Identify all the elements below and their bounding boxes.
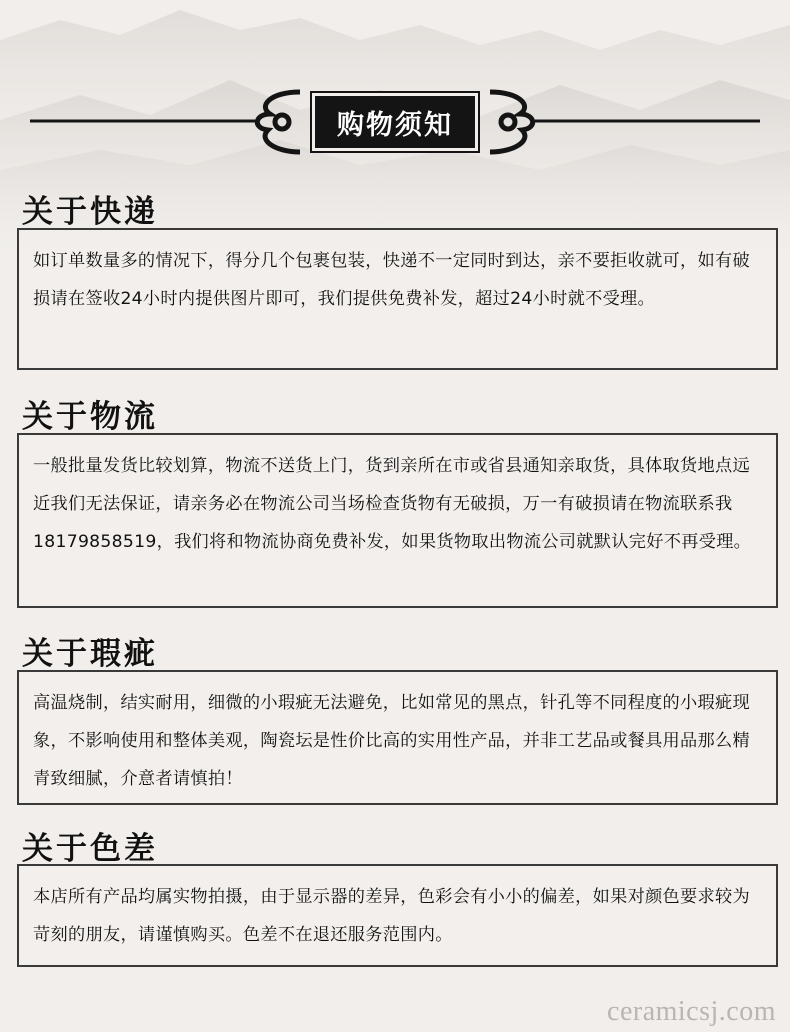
section-title-express: 关于快递 <box>22 194 158 230</box>
section-title-color: 关于色差 <box>22 831 158 867</box>
section-box-logistics: 一般批量发货比较划算，物流不送货上门，货到亲所在市或省县通知亲取货，具体取货地点远近我们无法保证，请亲务必在物流公司当场检查货物有无破损，万一有破损请在物流联系我18179858519，我们将和物流协商免费补发，如果货物取出物流公司就默认完好不再受理。 <box>17 433 778 608</box>
page-title: 购物须知 <box>312 93 478 151</box>
section-title-logistics: 关于物流 <box>22 399 158 435</box>
section-box-express: 如订单数量多的情况下，得分几个包裹包装，快递不一定同时到达，亲不要拒收就可，如有破损请在签收24小时内提供图片即可，我们提供免费补发，超过24小时就不受理。 <box>17 228 778 370</box>
section-box-flaws: 高温烧制，结实耐用，细微的小瑕疵无法避免，比如常见的黑点，针孔等不同程度的小瑕疵现象，不影响使用和整体美观，陶瓷坛是性价比高的实用性产品，并非工艺品或餐具用品那么精青致细腻，介意者请慎拍！ <box>17 670 778 805</box>
watermark: ceramicsj.com <box>607 996 776 1027</box>
section-title-flaws: 关于瑕疵 <box>22 636 158 672</box>
section-box-color: 本店所有产品均属实物拍摄，由于显示器的差异，色彩会有小小的偏差，如果对颜色要求较为苛刻的朋友，请谨慎购买。色差不在退还服务范围内。 <box>17 864 778 967</box>
